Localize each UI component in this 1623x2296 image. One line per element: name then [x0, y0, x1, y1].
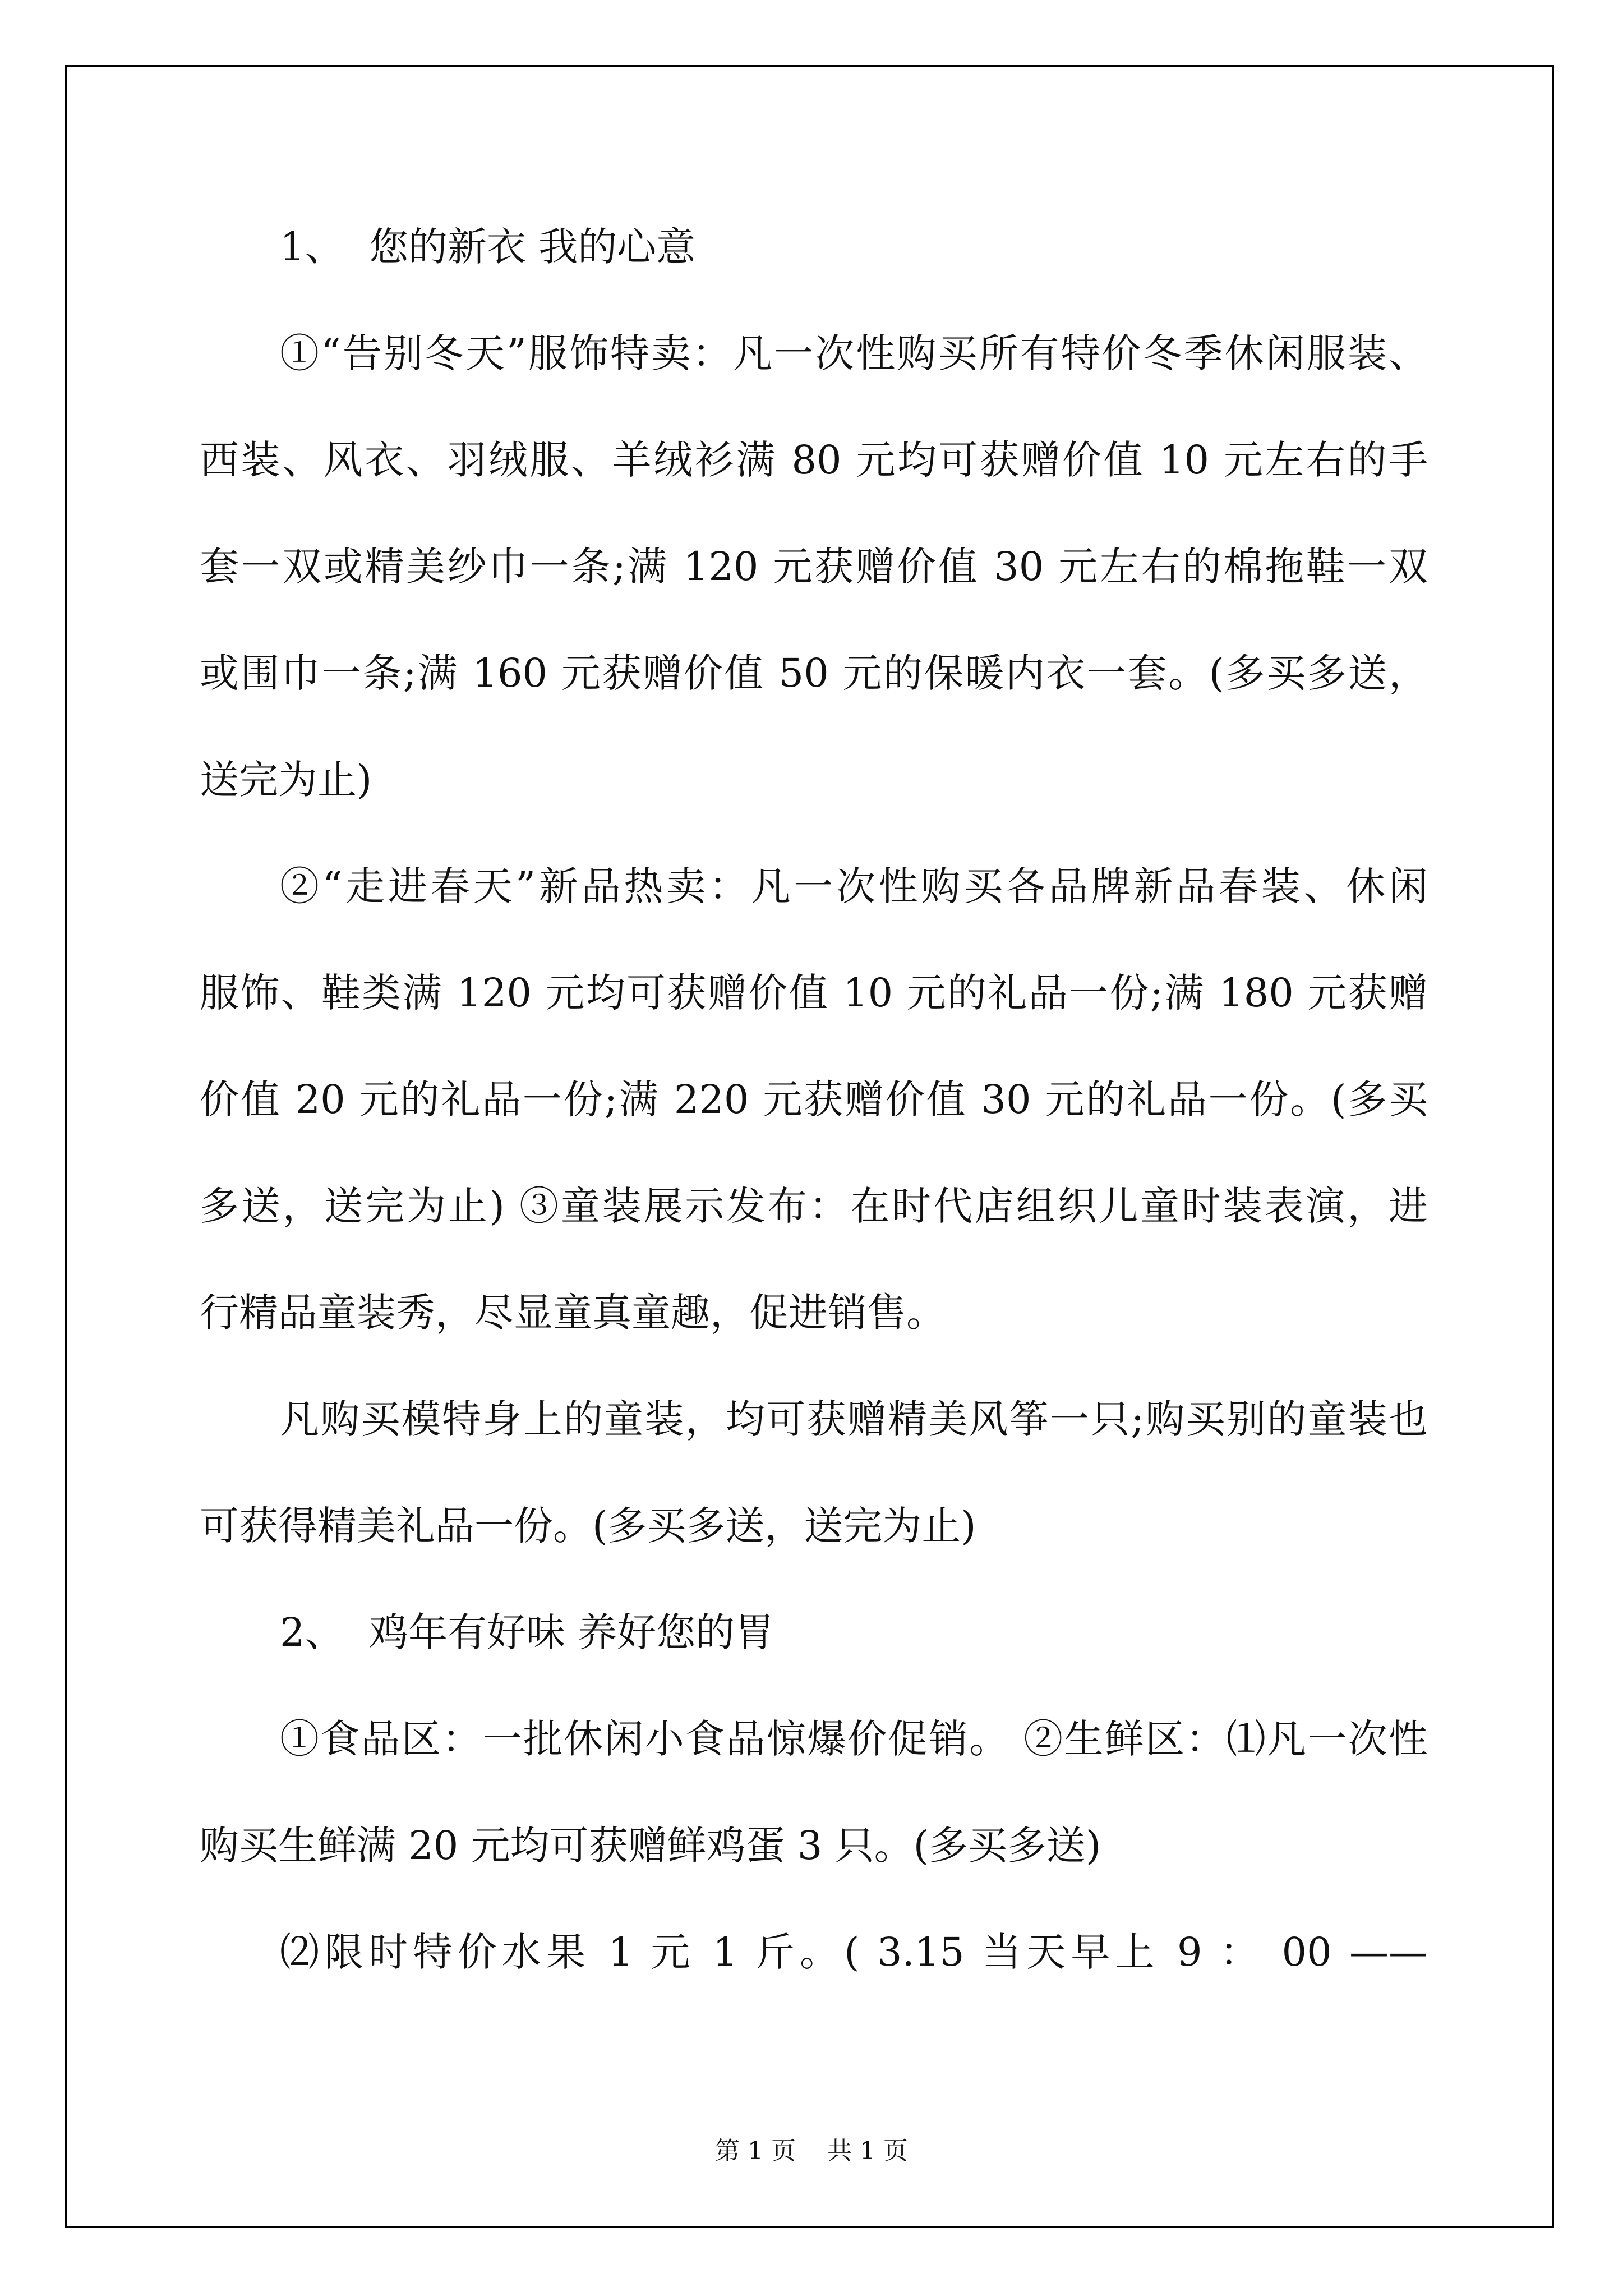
paragraph-line: 套一双或精美纱巾一条;满 120 元获赠价值 30 元左右的棉拖鞋一双: [200, 544, 1428, 590]
paragraph-line: 购买生鲜满 20 元均可获赠鲜鸡蛋 3 只。(多买多送): [200, 1823, 1101, 1869]
paragraph-line: ②“走进春天”新品热卖：凡一次性购买各品牌新品春装、休闲: [280, 863, 1428, 909]
paragraph-line: 多送，送完为止) ③童装展示发布：在时代店组织儿童时装表演，进: [200, 1183, 1428, 1229]
paragraph-line: 行精品童装秀，尽显童真童趣，促进销售。: [200, 1290, 946, 1336]
paragraph-line: 或围巾一条;满 160 元获赠价值 50 元的保暖内衣一套。(多买多送，: [200, 650, 1428, 696]
paragraph-line: 送完为止): [200, 757, 372, 803]
paragraph-line: 凡购买模特身上的童装，均可获赠精美风筝一只;购买别的童装也: [280, 1396, 1428, 1442]
page-border: [65, 65, 1554, 2228]
paragraph-line: ①食品区：一批休闲小食品惊爆价促销。 ②生鲜区：⑴凡一次性: [280, 1716, 1428, 1762]
paragraph-line: 西装、风衣、羽绒服、羊绒衫满 80 元均可获赠价值 10 元左右的手: [200, 437, 1428, 483]
section-heading-1: 1、 您的新衣 我的心意: [280, 224, 696, 270]
paragraph-line: 价值 20 元的礼品一份;满 220 元获赠价值 30 元的礼品一份。(多买: [200, 1076, 1428, 1122]
page-number: 第 1 页 共 1 页: [715, 2137, 908, 2165]
paragraph-line: ⑵限时特价水果 1 元 1 斤。( 3.15 当天早上 9 ： 00 ——: [280, 1929, 1428, 1975]
section-heading-2: 2、 鸡年有好味 养好您的胃: [280, 1609, 774, 1655]
paragraph-line: 服饰、鞋类满 120 元均可获赠价值 10 元的礼品一份;满 180 元获赠: [200, 970, 1428, 1016]
paragraph-line: 可获得精美礼品一份。(多买多送，送完为止): [200, 1503, 976, 1549]
paragraph-line: ①“告别冬天”服饰特卖：凡一次性购买所有特价冬季休闲服装、: [280, 330, 1428, 376]
